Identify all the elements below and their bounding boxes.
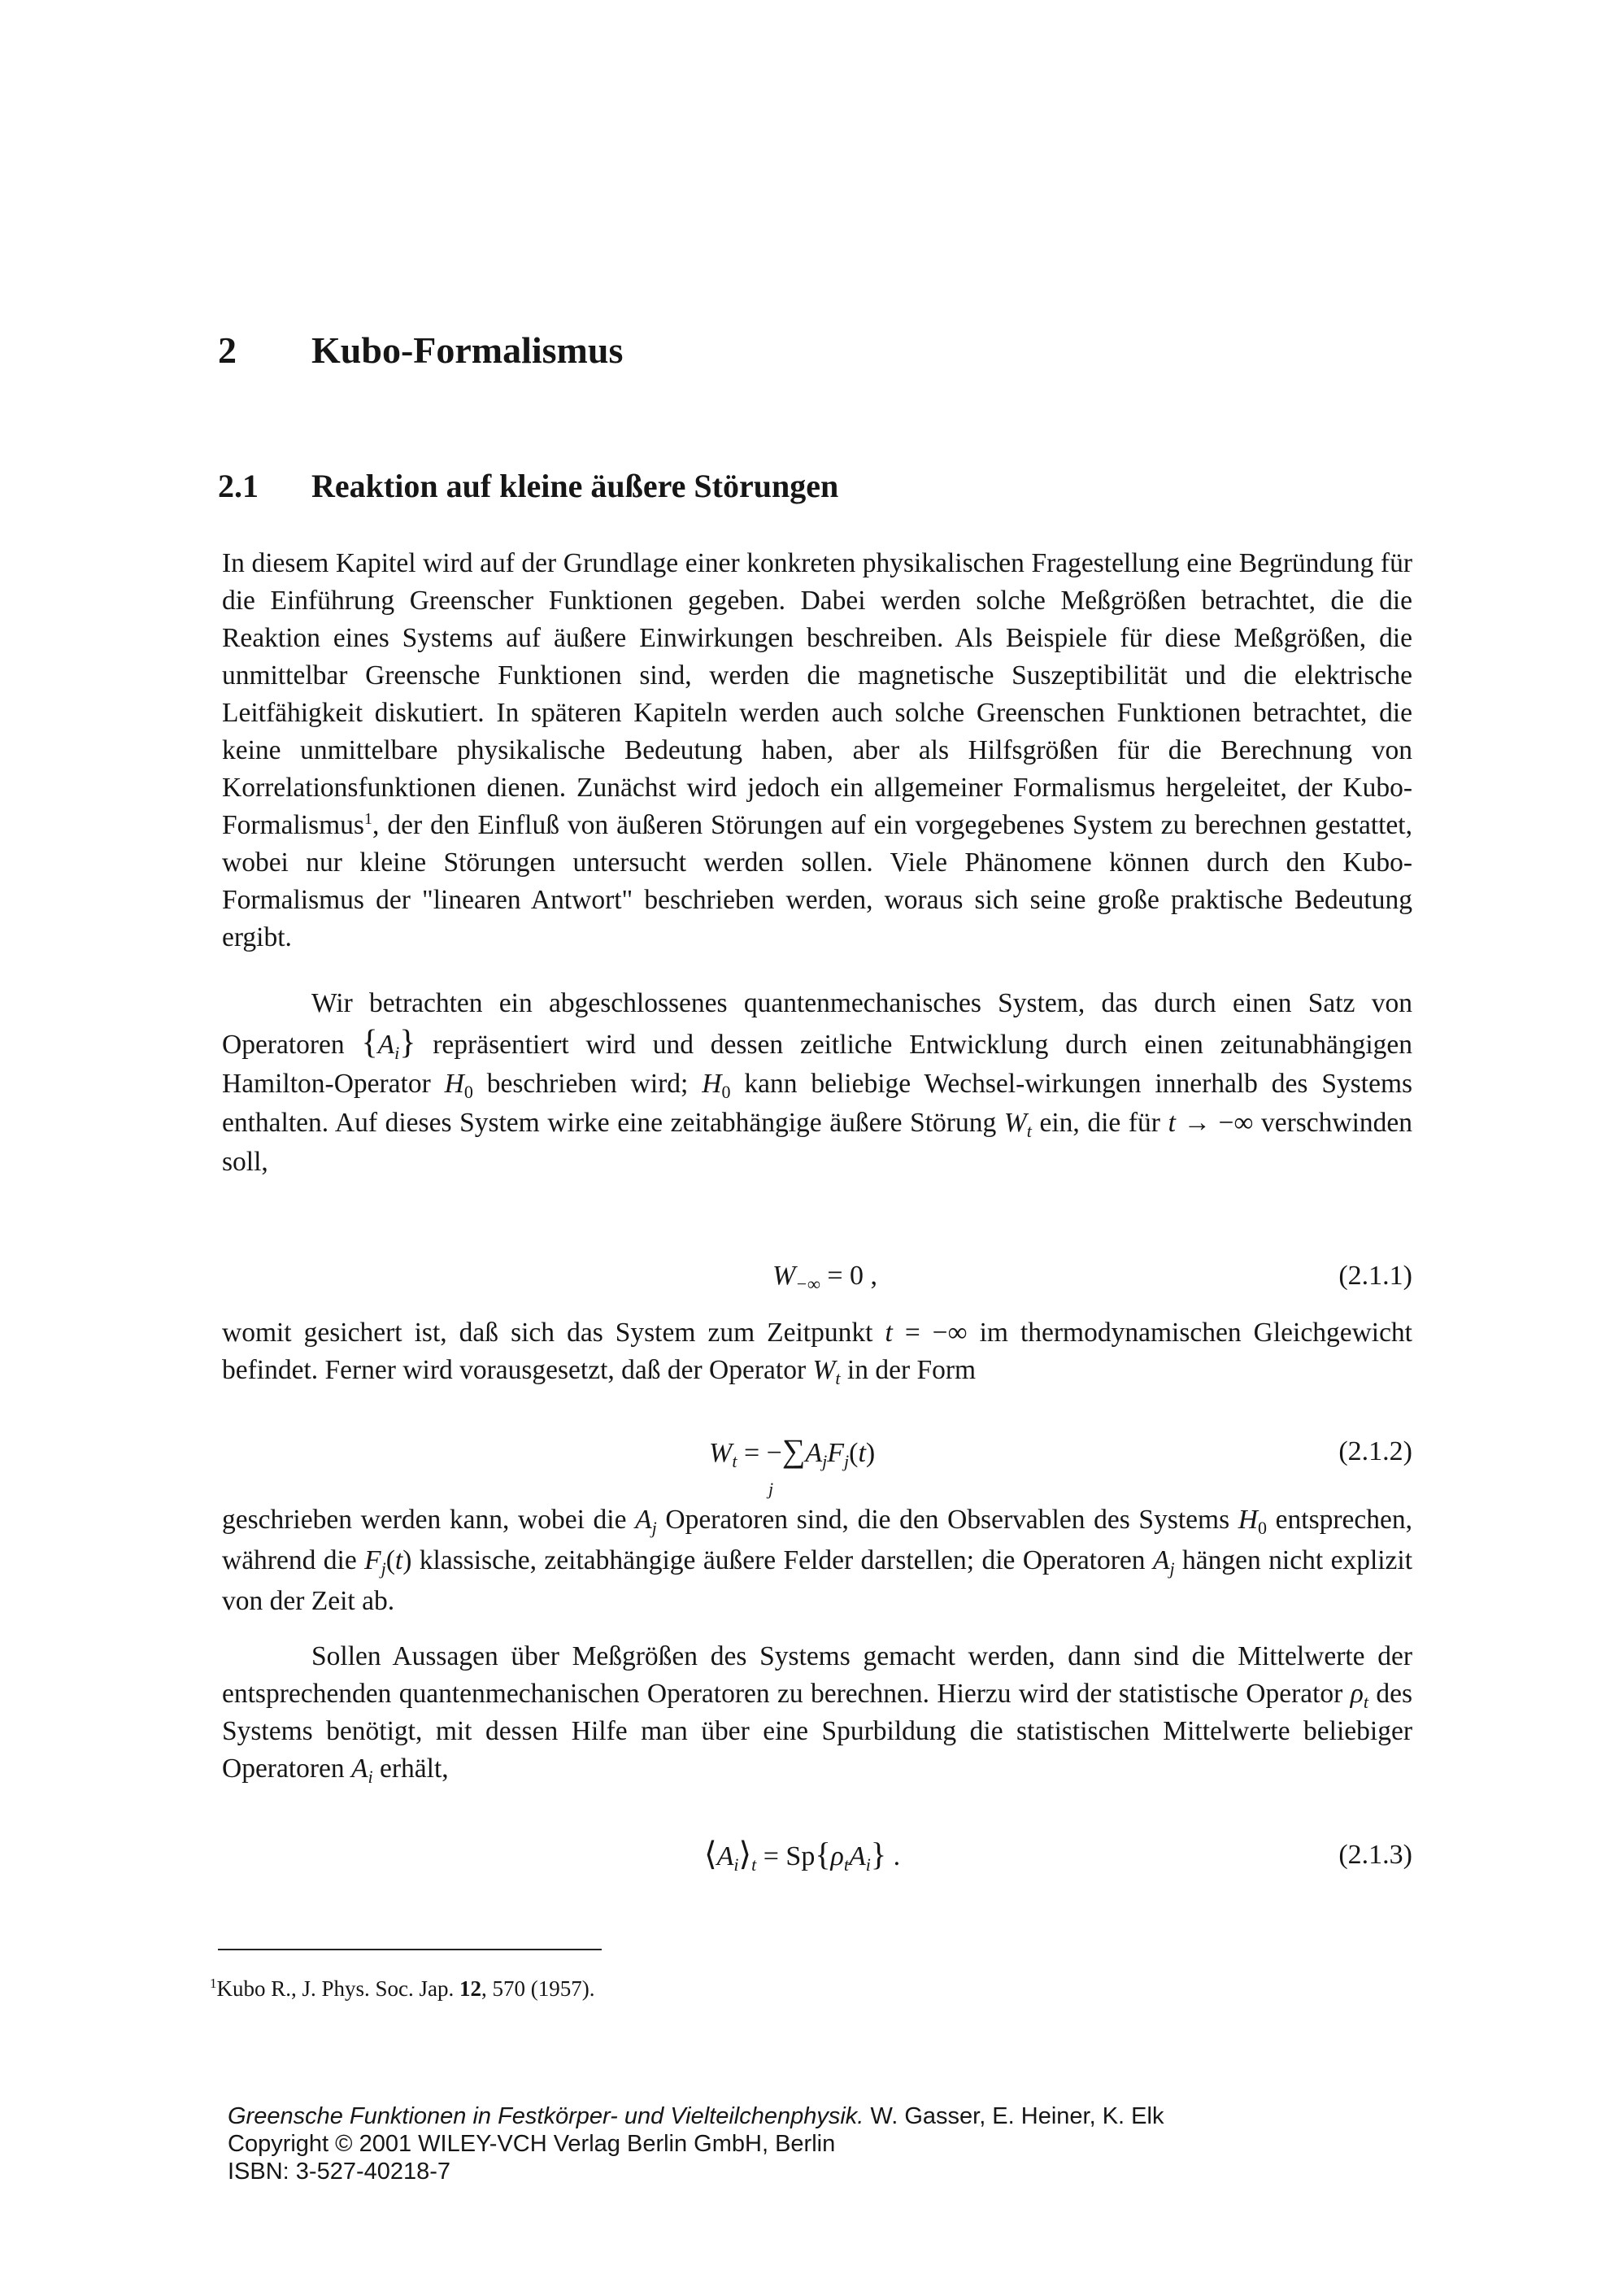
book-authors: W. Gasser, E. Heiner, K. Elk bbox=[870, 2103, 1164, 2129]
book-citation bbox=[228, 2105, 1164, 2128]
footnote: $^1$Kubo R., J. Phys. Soc. Jap. 12, 570 (1957). bbox=[210, 1976, 595, 2001]
isbn-line: ISBN: 3-527-40218-7 bbox=[228, 2159, 451, 2185]
paragraph-equilibrium: womit gesichert ist, daß sich das System zum Zeitpunkt t = −∞ im thermodynamischen Gleichgewicht befindet. Ferner wird vorausgesetzt, daß der Operator $W_t$ in der Form bbox=[222, 1318, 1412, 1388]
limit-arrow: → −∞ bbox=[1183, 1108, 1254, 1138]
limit-math: t bbox=[1168, 1108, 1176, 1138]
sum-index: j bbox=[768, 1479, 774, 1499]
hamiltonian-math-2: $H_0$ bbox=[702, 1069, 731, 1102]
hamiltonian-math: $H_0$ bbox=[444, 1069, 473, 1102]
equation-2-1-2: $W_t = -\sum A_jF_j(t)$ bbox=[709, 1432, 876, 1471]
equation-number-2-1-1: (2.1.1) bbox=[1338, 1261, 1412, 1291]
book-title: Greensche Funktionen in Festkörper- und Vielteilchenphysik. bbox=[228, 2103, 864, 2129]
perturbation-math: $W_t$ bbox=[1003, 1108, 1032, 1141]
equation-2-1-1: $W_{-\infty} = 0$ , bbox=[772, 1261, 878, 1294]
paragraph-intro: In diesem Kapitel wird auf der Grundlage einer konkreten physikalischen Fragestellung eine Begründung für die Einführung Greenscher Funktionen gegeben. Dabei werden solche Meßgrößen betrachtet, die die Reaktion eines Systems auf äußere Einwirkungen beschreiben. Als Beispiele für diese Meßgrößen, die unmittelbar Greensche Funktionen sind, werden die magnetische Suszeptibilität und die elektrische Leitfähigkeit diskutiert. In späteren Kapiteln werden auch solche Greenschen Funktionen betrachtet, die keine unmittelbare physikalische Bedeutung haben, aber als Hilfsgrößen für die Berechnung von Korrelationsfunktionen dienen. Zunächst wird jedoch ein allgemeiner Formalismus hergeleitet, der Kubo-Formalismus$^1$, der den Einfluß von äußeren Störungen auf ein vorgegebenes System zu berechnen gestattet, wobei nur kleine Störungen untersucht werden sollen. Viele Phänomene können durch den Kubo-Formalismus der "linearen Antwort" beschrieben werden, woraus sich seine große praktische Bedeutung ergibt. bbox=[222, 548, 1412, 952]
section-number: 2.1 bbox=[218, 468, 259, 504]
footnote-rule bbox=[218, 1949, 602, 1950]
footnote-marker: 1 bbox=[363, 809, 372, 828]
section-title: Reaktion auf kleine äußere Störungen bbox=[311, 468, 839, 504]
paragraph-statistics: Sollen Aussagen über Meßgrößen des Systems gemacht werden, dann sind die Mittelwerte der entsprechenden quantenmechanischen Operatoren zu berechnen. Hierzu wird der statistische Operator $\rho_t$ des Systems benötigt, mit dessen Hilfe man über eine Spurbildung die statistischen Mittelwerte beliebiger Operatoren $A_i$ erhält, bbox=[222, 1641, 1413, 1787]
chapter-number: 2 bbox=[218, 329, 237, 371]
operator-set-math: $\{A_i\}$ bbox=[361, 1024, 416, 1063]
equation-number-2-1-3: (2.1.3) bbox=[1338, 1840, 1412, 1870]
equation-2-1-3: $⟨A_i⟩_t = Sp\{\rho_tA_i\}$ . bbox=[704, 1836, 901, 1875]
chapter-title: Kubo-Formalismus bbox=[311, 329, 624, 371]
copyright-line: Copyright © 2001 WILEY-VCH Verlag Berlin GmbH, Berlin bbox=[228, 2131, 836, 2157]
equation-number-2-1-2: (2.1.2) bbox=[1338, 1436, 1412, 1466]
paragraph-operators: geschrieben werden kann, wobei die $A_j$ Operatoren sind, die den Observablen des Systems $H_0$ entsprechen, während die $F_j(t)$ klassische, zeitabhängige äußere Felder darstellen; die Operatoren $A_j$ hängen nicht explizit von der Zeit ab. bbox=[222, 1505, 1413, 1616]
paragraph-system: Wir betrachten ein abgeschlossenes quantenmechanisches System, das durch einen Satz von Operatoren $\{A_i\}$ repräsentiert wird und dessen zeitliche Entwicklung durch einen zeitunabhängigen Hamilton-Operator $H_0$ beschrieben wird; $H_0$ kann beliebige Wechsel-wirkungen innerhalb des Systems enthalten. Auf dieses System wirke eine zeitabhängige äußere Störung $W_t$ ein, die für t → −∞ verschwinden soll, bbox=[222, 988, 1413, 1177]
